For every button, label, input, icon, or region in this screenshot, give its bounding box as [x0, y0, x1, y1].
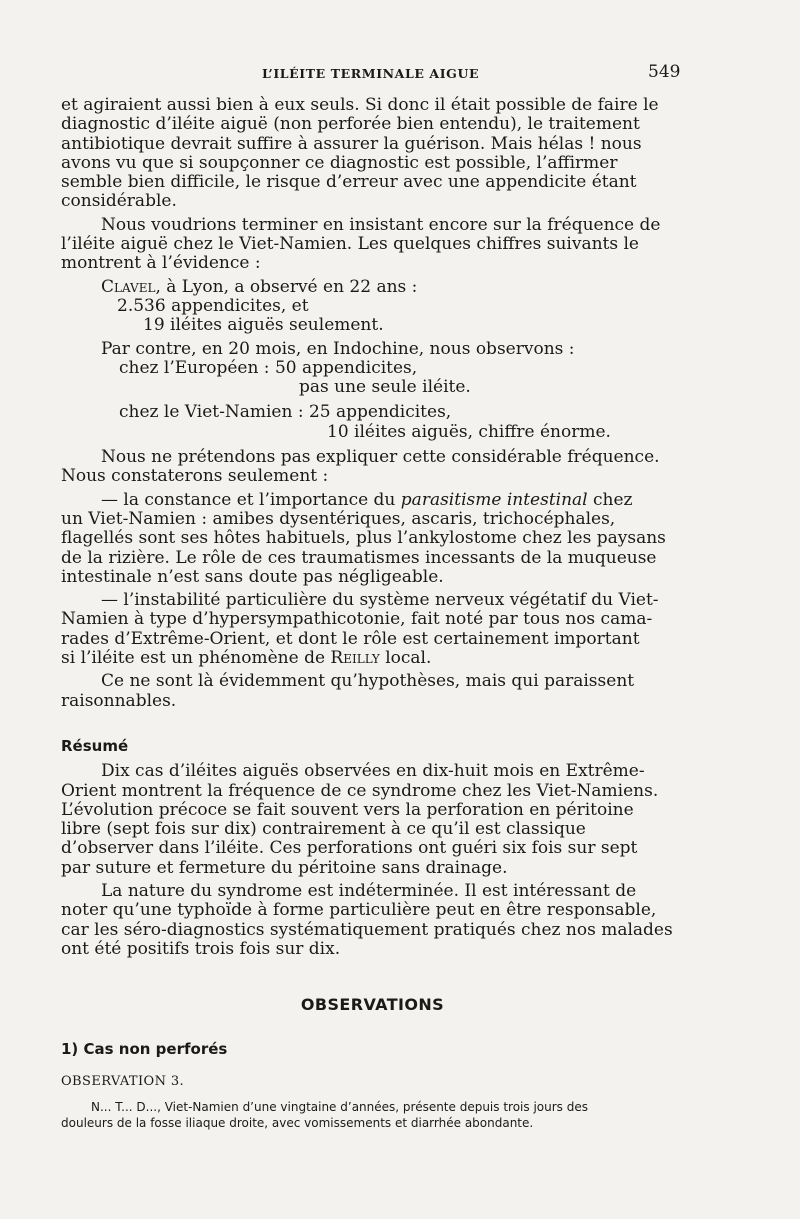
resume-paragraph-1	[61, 762, 684, 878]
resume-heading: Résumé	[61, 736, 129, 755]
text-line: avons vu que si soupçonner ce diagnostic est possible, l’affirmer	[61, 152, 618, 173]
stat-line: Par contre, en 20 mois, en Indochine, nous observons :	[101, 338, 575, 359]
text-line: La nature du syndrome est indéterminée. Il est intéressant de	[101, 880, 637, 901]
text-line: car les séro-diagnostics systématiquement pratiqués chez nos malades	[61, 919, 673, 940]
text-line: un Viet-Namien : amibes dysentériques, ascaris, trichocéphales,	[61, 508, 616, 529]
text-line	[61, 649, 684, 668]
section-subheading: 1) Cas non perforés	[61, 1040, 228, 1059]
text-line: d’observer dans l’iléite. Ces perforations ont guéri six fois sur sept	[61, 838, 638, 859]
text-line: l’iléite aiguë chez le Viet-Namien. Les quelques chiffres suivants le	[61, 234, 639, 255]
text-span: — la constance et l’importance du	[101, 489, 401, 510]
paragraph-2	[61, 216, 684, 274]
observations-heading: OBSERVATIONS	[300, 995, 445, 1015]
text-line: semble bien difficile, le risque d’erreur avec une appendicite étant	[61, 172, 637, 193]
text-line: et agiraient aussi bien à eux seuls. Si donc il était possible de faire le	[61, 95, 659, 115]
author-name: Reilly	[330, 648, 380, 669]
text-line	[61, 491, 684, 510]
text-line: flagellés sont ses hôtes habituels, plus l’ankylostome chez les paysans	[61, 528, 666, 549]
stat-line: chez l’Européen : 50 appendicites,	[119, 357, 418, 378]
page-number: 549	[648, 62, 681, 82]
text-line: Namien à type d’hypersympathicotonie, fait noté par tous nos cama-	[61, 609, 653, 630]
text-line: de la rizière. Le rôle de ces traumatismes incessants de la muqueuse	[61, 547, 657, 568]
running-title: L’ILÉITE TERMINALE AIGUE	[262, 66, 480, 81]
text-line: L’évolution précoce se fait souvent vers la perforation en péritoine	[61, 799, 634, 820]
paragraph-3	[61, 448, 684, 487]
body-text	[61, 96, 684, 1131]
text-line: montrent à l’évidence :	[61, 253, 261, 274]
emphasis: parasitisme intestinal	[400, 489, 588, 510]
text-line: diagnostic d’iléite aiguë (non perforée bien entendu), le traitement	[61, 114, 640, 135]
text-line: Ce ne sont là évidemment qu’hypothèses, mais qui paraissent	[101, 671, 635, 692]
paragraph-1	[61, 96, 684, 212]
clavel-text: , à Lyon, a observé en 22 ans :	[155, 276, 418, 297]
stat-line: 19 iléites aiguës seulement.	[143, 315, 384, 336]
text-line: douleurs de la fosse iliaque droite, avec vomissements et diarrhée abondante.	[61, 1116, 534, 1131]
text-line: Nous voudrions terminer en insistant encore sur la fréquence de	[101, 214, 661, 235]
paragraph-4	[61, 491, 684, 587]
text-line: — l’instabilité particulière du système nerveux végétatif du Viet-	[101, 590, 659, 611]
stat-line: pas une seule iléite.	[299, 377, 471, 398]
text-line: raisonnables.	[61, 690, 177, 711]
stat-line: 10 iléites aiguës, chiffre énorme.	[327, 421, 611, 442]
statistics-block	[61, 278, 684, 442]
text-span: si l’iléite est un phénomène de	[61, 648, 331, 669]
text-line: Orient montrent la fréquence de ce syndrome chez les Viet-Namiens.	[61, 780, 659, 801]
text-line: Nous constaterons seulement :	[61, 466, 329, 487]
text-span: local.	[379, 648, 432, 669]
text-line: ont été positifs trois fois sur dix.	[61, 938, 341, 959]
text-line: Dix cas d’iléites aiguës observées en dix-huit mois en Extrême-	[101, 761, 645, 782]
text-line: par suture et fermeture du péritoine sans drainage.	[61, 857, 508, 878]
resume-paragraph-2	[61, 882, 684, 959]
text-line: N... T... D..., Viet-Namien d’une vingtaine d’années, présente depuis trois jours des	[91, 1100, 588, 1115]
text-line: Nous ne prétendons pas expliquer cette considérable fréquence.	[101, 447, 660, 468]
text-line: antibiotique devrait suffire à assurer la guérison. Mais hélas ! nous	[61, 133, 642, 154]
text-line: intestinale n’est sans doute pas négligeable.	[61, 566, 444, 587]
paragraph-5	[61, 591, 684, 668]
running-header	[0, 62, 800, 88]
text-line: noter qu’une typhoïde à forme particulière peut en être responsable,	[61, 900, 657, 921]
text-line: considérable.	[61, 191, 177, 212]
observation-text	[61, 1099, 684, 1131]
text-line: rades d’Extrême-Orient, et dont le rôle est certainement important	[61, 628, 640, 649]
author-name: Clavel	[101, 276, 156, 297]
paragraph-6	[61, 672, 684, 711]
clavel-line	[61, 278, 684, 297]
stat-line: 2.536 appendicites, et	[117, 295, 309, 316]
text-line: libre (sept fois sur dix) contrairement à ce qu’il est classique	[61, 819, 586, 840]
observation-heading: OBSERVATION 3.	[61, 1073, 185, 1089]
text-span: chez	[587, 489, 633, 510]
stat-line: chez le Viet-Namien : 25 appendicites,	[119, 402, 452, 423]
